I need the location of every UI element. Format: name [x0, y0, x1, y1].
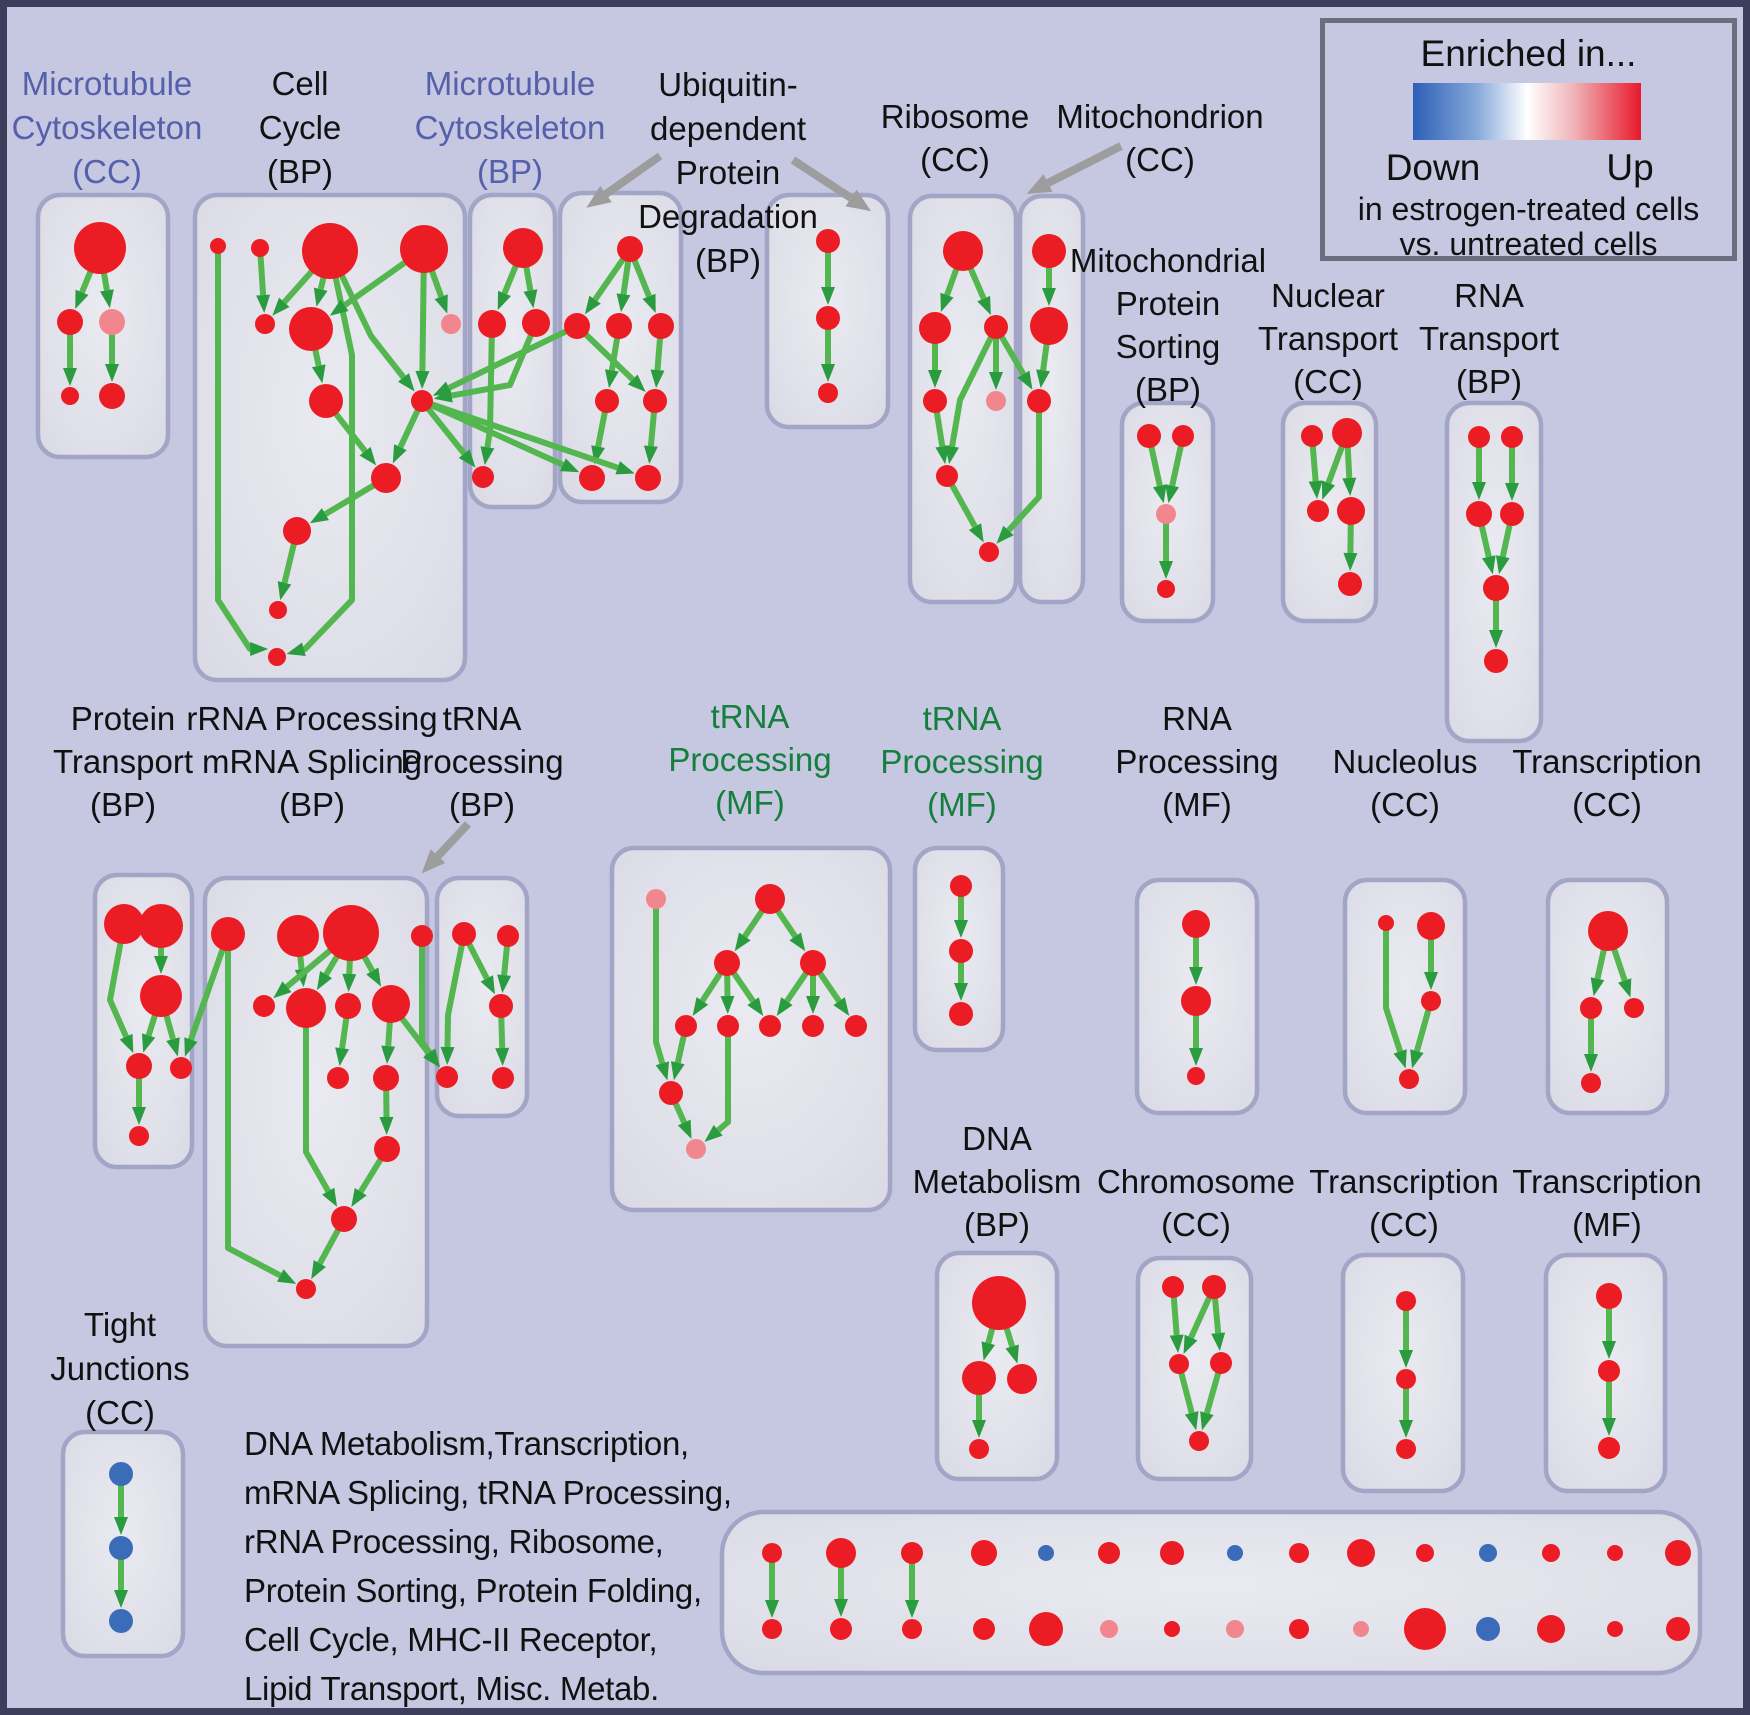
go-term-node [1598, 1437, 1620, 1459]
go-term-node [1007, 1364, 1037, 1394]
go-term-node [452, 922, 476, 946]
go-term-node [936, 465, 958, 487]
label-pointer-arrow [793, 160, 851, 198]
go-term-node [643, 389, 667, 413]
summary-note [244, 1419, 732, 1713]
color-legend [1320, 18, 1737, 261]
go-term-node [139, 904, 183, 948]
go-term-node [331, 1206, 357, 1232]
go-term-node [949, 1002, 973, 1026]
strip-node-bottom [1100, 1620, 1118, 1638]
cluster-label-ubiquitin: Ubiquitin-dependent Protein Degradation (BP) [638, 66, 818, 279]
edge-arrow [651, 411, 654, 446]
go-term-node [923, 389, 947, 413]
go-term-node [979, 542, 999, 562]
cluster-label-mt-cc: Microtubule Cytoskeleton (CC) [11, 65, 203, 190]
go-term-node [255, 314, 275, 334]
go-term-node [170, 1057, 192, 1079]
edge-arrow [321, 276, 324, 289]
go-term-node [1032, 234, 1066, 268]
go-term-node [1399, 1069, 1419, 1089]
cluster-box-rna-transport [1447, 403, 1541, 741]
strip-node-bottom [973, 1618, 995, 1640]
go-term-node [286, 988, 326, 1028]
go-term-node [478, 310, 506, 338]
strip-node-bottom [1404, 1608, 1446, 1650]
note-line: Protein Sorting, Protein Folding, [244, 1572, 702, 1609]
cluster-label-dna-metab: DNA Metabolism (BP) [912, 1120, 1082, 1243]
label-pointer-arrow [1048, 146, 1121, 183]
go-term-node [1580, 997, 1602, 1019]
go-term-node [1189, 1431, 1209, 1451]
strip-node-top [1416, 1544, 1434, 1562]
go-term-node [327, 1067, 349, 1089]
note-line: rRNA Processing, Ribosome, [244, 1523, 664, 1560]
go-term-node [972, 1276, 1026, 1330]
strip-node-bottom [1289, 1619, 1309, 1639]
go-term-node [489, 994, 513, 1018]
edge-arrow [504, 945, 507, 975]
go-term-node [210, 238, 226, 254]
go-term-node [1596, 1283, 1622, 1309]
go-term-node [919, 312, 951, 344]
strip-node-top [762, 1543, 782, 1563]
cluster-label-mitochondrion: Mitochondrion (CC) [1056, 98, 1264, 178]
go-term-node [126, 1053, 152, 1079]
note-line: mRNA Splicing, tRNA Processing, [244, 1474, 732, 1511]
cluster-label-transcription-cc-bot: Transcription (CC) [1309, 1163, 1499, 1243]
go-term-node [1169, 1354, 1189, 1374]
go-term-node [802, 1015, 824, 1037]
go-term-node [277, 915, 319, 957]
go-term-node [1396, 1291, 1416, 1311]
go-term-node [472, 466, 494, 488]
go-term-node [717, 1015, 739, 1037]
go-term-node [268, 648, 286, 666]
edge-arrow [349, 959, 350, 974]
legend-subtitle-2: vs. untreated cells [1399, 226, 1658, 262]
go-term-node [109, 1609, 133, 1633]
edge-arrow [315, 349, 319, 366]
go-term-node [1483, 575, 1509, 601]
go-term-node [411, 925, 433, 947]
go-term-node [1500, 502, 1524, 526]
edge-arrow [658, 337, 661, 370]
go-term-node [659, 1081, 683, 1105]
go-term-node [1598, 1360, 1620, 1382]
go-term-node [129, 1126, 149, 1146]
go-term-node [1396, 1439, 1416, 1459]
legend-down-label: Down [1385, 147, 1481, 188]
edge-arrow [104, 272, 107, 291]
cluster-label-mito-sorting: Mitochondrial Protein Sorting (BP) [1069, 242, 1267, 408]
go-term-node [400, 225, 448, 273]
go-term-node [816, 229, 840, 253]
cluster-label-chromosome: Chromosome (CC) [1096, 1163, 1296, 1243]
go-term-node [296, 1279, 316, 1299]
go-term-node [943, 231, 983, 271]
cluster-label-transcription-mf: Transcription (MF) [1512, 1163, 1702, 1243]
go-term-node [1172, 425, 1194, 447]
go-term-node [579, 465, 605, 491]
cluster-label-trna-mf-2: tRNA Processing (MF) [880, 700, 1044, 823]
go-term-node [374, 1136, 400, 1162]
go-term-node [436, 1066, 458, 1088]
go-term-node [503, 228, 543, 268]
legend-gradient-bar [1413, 83, 1641, 140]
go-term-node [372, 985, 410, 1023]
go-term-node [253, 995, 275, 1017]
go-term-node [564, 313, 590, 339]
go-term-node [1484, 649, 1508, 673]
edge-arrow [1348, 446, 1350, 478]
cluster-label-transcription-cc-mid: Transcription (CC) [1512, 743, 1702, 823]
edge-arrow [1215, 1297, 1218, 1333]
go-term-node [104, 904, 144, 944]
go-term-node [950, 875, 972, 897]
go-term-node [74, 222, 126, 274]
strip-node-bottom [830, 1618, 852, 1640]
go-term-node [635, 465, 661, 491]
strip-node-bottom [1029, 1612, 1063, 1646]
strip-node-bottom [1607, 1621, 1623, 1637]
strip-node-top [1038, 1545, 1054, 1561]
go-term-node [816, 306, 840, 330]
go-term-node [1187, 1067, 1205, 1085]
go-term-node [1338, 572, 1362, 596]
go-term-node [1466, 501, 1492, 527]
go-term-node [1581, 1073, 1601, 1093]
go-term-node [686, 1139, 706, 1159]
edge-arrow [388, 1021, 390, 1046]
go-term-node [1156, 504, 1176, 524]
go-term-node [1202, 1275, 1226, 1299]
go-term-node [969, 1439, 989, 1459]
strip-node-top [901, 1542, 923, 1564]
go-term-node [109, 1536, 133, 1560]
note-line: DNA Metabolism,Transcription, [244, 1425, 689, 1462]
strip-node-top [1227, 1545, 1243, 1561]
strip-node-bottom [1353, 1621, 1369, 1637]
strip-node-bottom [1537, 1615, 1565, 1643]
go-term-node [283, 517, 311, 545]
go-term-node [984, 315, 1008, 339]
go-term-node [1624, 998, 1644, 1018]
strip-node-bottom [1476, 1617, 1500, 1641]
cluster-label-trna-mf-1: tRNA Processing (MF) [668, 698, 832, 821]
go-term-node [606, 313, 632, 339]
cluster-label-trna-bp: tRNA Processing (BP) [400, 700, 564, 823]
go-term-node [1501, 426, 1523, 448]
strip-node-top [1479, 1544, 1497, 1562]
label-pointer-arrow [438, 824, 468, 856]
go-term-node [61, 387, 79, 405]
go-term-node [800, 950, 826, 976]
strip-node-top [1347, 1539, 1375, 1567]
strip-node-top [1665, 1540, 1691, 1566]
go-term-node [57, 309, 83, 335]
go-term-node [1378, 915, 1394, 931]
cluster-label-nuclear-transport: Nuclear Transport (CC) [1258, 277, 1398, 400]
cluster-label-tight-junctions: Tight Junctions (CC) [50, 1306, 190, 1431]
go-term-node [99, 309, 125, 335]
go-term-node [617, 236, 643, 262]
go-term-node [492, 1067, 514, 1089]
go-term-node [522, 309, 550, 337]
strip-node-bottom [902, 1619, 922, 1639]
go-term-node [1210, 1352, 1232, 1374]
go-term-node [140, 975, 182, 1017]
cluster-label-protein-transport: Protein Transport (BP) [53, 700, 193, 823]
cluster-box-bottom-strip [722, 1512, 1700, 1673]
go-term-node [1157, 580, 1175, 598]
go-term-node [371, 463, 401, 493]
go-term-node [1027, 389, 1051, 413]
go-term-node [109, 1462, 133, 1486]
cluster-label-rna-proc-mf: RNA Processing (MF) [1115, 700, 1279, 823]
go-term-node [1162, 1276, 1184, 1298]
go-term-node [818, 383, 838, 403]
strip-node-bottom [1226, 1620, 1244, 1638]
cluster-label-rrna: rRNA Processing mRNA Splicing (BP) [186, 700, 438, 823]
go-term-node [759, 1015, 781, 1037]
go-term-node [1337, 497, 1365, 525]
go-term-node [211, 917, 245, 951]
legend-up-label: Up [1606, 147, 1654, 188]
strip-node-top [971, 1540, 997, 1566]
go-term-node [411, 390, 433, 412]
strip-node-bottom [1666, 1617, 1690, 1641]
edge-arrow [501, 1016, 502, 1048]
go-term-node [373, 1065, 399, 1091]
cluster-label-cell-cycle: Cell Cycle (BP) [258, 65, 342, 190]
go-term-node [497, 925, 519, 947]
edge-arrow [300, 955, 302, 969]
go-term-node [949, 939, 973, 963]
go-term-node [251, 239, 269, 257]
legend-title: Enriched in... [1420, 33, 1637, 74]
edge-arrow [261, 255, 264, 295]
go-term-node [595, 389, 619, 413]
go-term-node [986, 391, 1006, 411]
cluster-label-ribosome: Ribosome (CC) [880, 98, 1030, 178]
strip-node-top [1289, 1543, 1309, 1563]
strip-node-bottom [1164, 1621, 1180, 1637]
go-term-node [1181, 986, 1211, 1016]
legend-subtitle-1: in estrogen-treated cells [1357, 191, 1700, 227]
go-term-node [1396, 1369, 1416, 1389]
note-line: Lipid Transport, Misc. Metab. [244, 1670, 659, 1707]
go-term-node [441, 314, 461, 334]
go-term-node [1030, 307, 1068, 345]
go-term-node [1182, 910, 1210, 938]
go-term-node [1417, 912, 1445, 940]
go-term-node [1588, 911, 1628, 951]
go-term-node [962, 1361, 996, 1395]
edge-arrow [1313, 445, 1316, 481]
label-pointer-arrow [606, 156, 660, 194]
strip-node-top [1098, 1542, 1120, 1564]
go-term-node [646, 889, 666, 909]
go-term-node [845, 1015, 867, 1037]
go-term-node [675, 1015, 697, 1037]
edge-arrow [526, 266, 530, 291]
strip-node-bottom [762, 1619, 782, 1639]
go-term-node [648, 313, 674, 339]
go-term-node [335, 993, 361, 1019]
cluster-label-rna-transport: RNA Transport (BP) [1419, 277, 1559, 400]
cluster-box-rrna [205, 878, 427, 1346]
go-term-node [1307, 500, 1329, 522]
note-line: Cell Cycle, MHC-II Receptor, [244, 1621, 658, 1658]
go-term-node [1137, 424, 1161, 448]
strip-node-top [1607, 1545, 1623, 1561]
edge-arrow [1174, 1296, 1177, 1335]
go-term-node [323, 905, 379, 961]
strip-node-top [1542, 1544, 1560, 1562]
go-term-node [1421, 991, 1441, 1011]
strip-node-top [1160, 1541, 1184, 1565]
go-term-node [302, 223, 358, 279]
edge-arrow [988, 1327, 992, 1343]
cluster-label-mt-bp: Microtubule Cytoskeleton (BP) [414, 65, 606, 190]
strip-node-top [826, 1538, 856, 1568]
go-term-node [269, 601, 287, 619]
go-term-node [1332, 418, 1362, 448]
edge-arrow [422, 271, 423, 371]
edge-arrow [1043, 343, 1047, 370]
go-term-node [1468, 426, 1490, 448]
go-term-node [99, 383, 125, 409]
go-term-node [309, 384, 343, 418]
go-term-node [714, 950, 740, 976]
cluster-label-nucleolus: Nucleolus (CC) [1332, 743, 1478, 823]
go-term-node [1301, 425, 1323, 447]
go-term-node [289, 307, 333, 351]
go-term-node [755, 884, 785, 914]
